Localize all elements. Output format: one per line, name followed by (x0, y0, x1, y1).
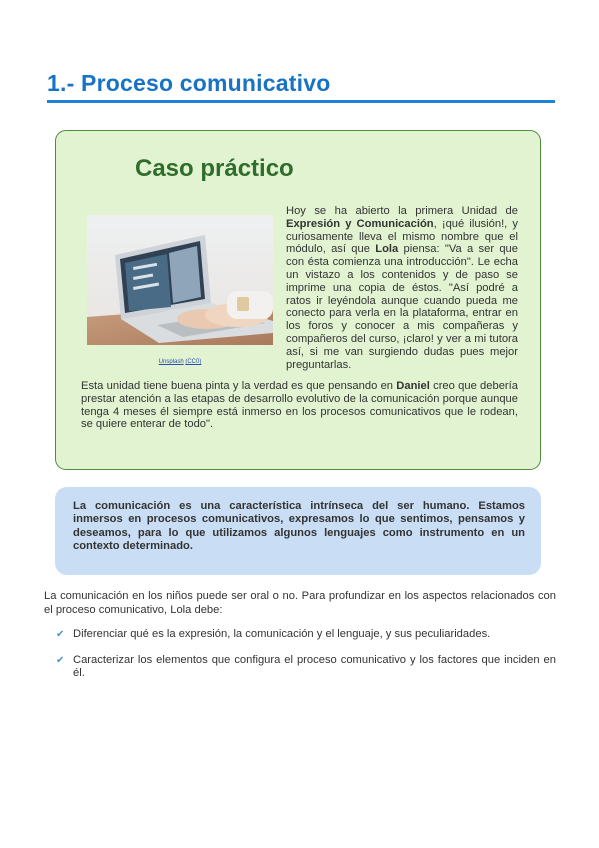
checkmark-icon: ✔ (56, 629, 65, 640)
case-text-segment: creo que debería prestar atención a las etapas de desarrollo evolutivo de la comunicación porque aunque tenga 4 meses él siempre está inmerso en los procesos comunicativos que le rodean, se quiere enterar de todo". (81, 380, 518, 431)
intro-paragraph: La comunicación en los niños puede ser oral o no. Para profundizar en los aspectos relacionados con el proceso comunicativo, Lola debe: (44, 590, 556, 616)
case-study-paragraph-1 (286, 205, 518, 371)
case-text-segment: Hoy se ha abierto la primera Unidad de (286, 205, 518, 217)
photo-source-link[interactable]: Unsplash (158, 359, 184, 365)
laptop-photo-illustration (87, 215, 273, 345)
case-text-segment: , ¡qué ilusión!, y curiosamente lleva el mismo nombre que el módulo, así que (286, 217, 518, 256)
photo-caption (87, 359, 273, 365)
list-item (56, 628, 556, 642)
case-text-bold-lola: Lola (375, 243, 399, 256)
objectives-list (56, 628, 556, 693)
title-underline (47, 100, 555, 103)
case-text-segment: Esta unidad tiene buena pinta y la verdad es que pensando en (81, 380, 397, 392)
laptop-photo (87, 215, 273, 345)
checkmark-icon: ✔ (56, 654, 65, 666)
photo-license-link[interactable]: (CC0) (185, 359, 202, 365)
list-item-text: Diferenciar qué es la expresión, la comunicación y el lenguaje, y sus peculiaridades. (73, 628, 491, 640)
case-study-paragraph-2 (81, 380, 518, 431)
case-study-title: Caso práctico (135, 155, 294, 182)
case-text-bold-daniel: Daniel (396, 380, 430, 392)
key-idea-text: La comunicación es una característica intrínseca del ser humano. Estamos inmersos en procesos comunicativos, expresamos lo que sentimos, pensamos y deseamos, para lo que utilizamos algunos lenguajes como instrumento en un contexto determinado. (73, 500, 525, 552)
case-text-segment: piensa: "Va a ser que con ésta comienza una introducción". Le echa un vistazo a los contenidos y de paso se imprime una copia de éstos. "Así podré a ratos ir leyéndola aunque cuando pueda me conecto para verla en la plataforma, entrar en los foros y conocer a mis compañeras y compañeros del curso, ¡claro! y ver a mi tutora así, si me van surgiendo dudas pues mejor preguntarlas. (286, 243, 518, 371)
list-item (56, 654, 556, 681)
section-title: 1.- Proceso comunicativo (47, 70, 331, 96)
list-item-text: Caracterizar los elementos que configura el proceso comunicativo y los factores que inciden en él. (73, 653, 556, 680)
case-text-bold-module: Expresión y Comunicación (286, 217, 434, 230)
